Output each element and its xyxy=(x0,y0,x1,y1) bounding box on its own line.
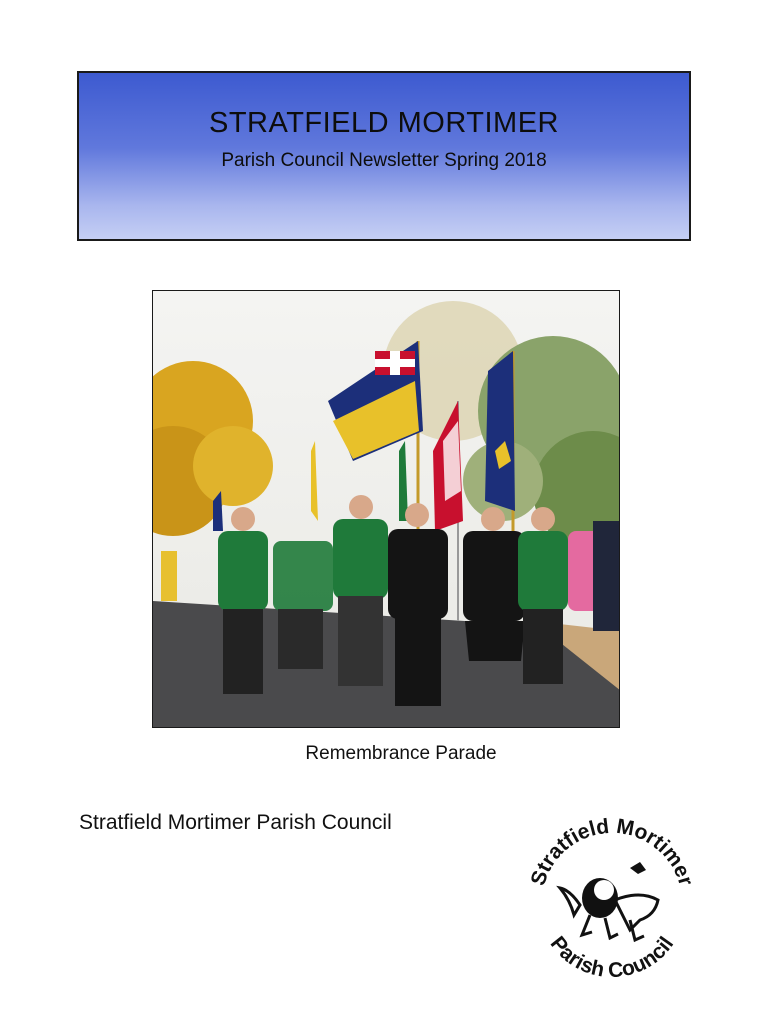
newsletter-banner xyxy=(77,71,691,241)
parish-council-seal xyxy=(520,808,700,978)
lion-icon xyxy=(560,862,658,940)
council-name: Stratfield Mortimer Parish Council xyxy=(79,811,392,834)
seal-text-bottom: Parish Council xyxy=(545,932,679,978)
svg-text:Stratfield Mortimer xyxy=(527,815,698,889)
svg-text:Parish Council xyxy=(546,932,679,978)
parade-photo xyxy=(152,290,620,728)
photo-caption: Remembrance Parade xyxy=(305,743,497,764)
newsletter-title: STRATFIELD MORTIMER xyxy=(209,107,559,139)
seal-text-top: Stratfield Mortimer xyxy=(526,814,698,889)
newsletter-subtitle: Parish Council Newsletter Spring 2018 xyxy=(221,150,547,171)
parade-photo-illustration xyxy=(153,291,620,728)
seal-graphic xyxy=(520,808,700,978)
